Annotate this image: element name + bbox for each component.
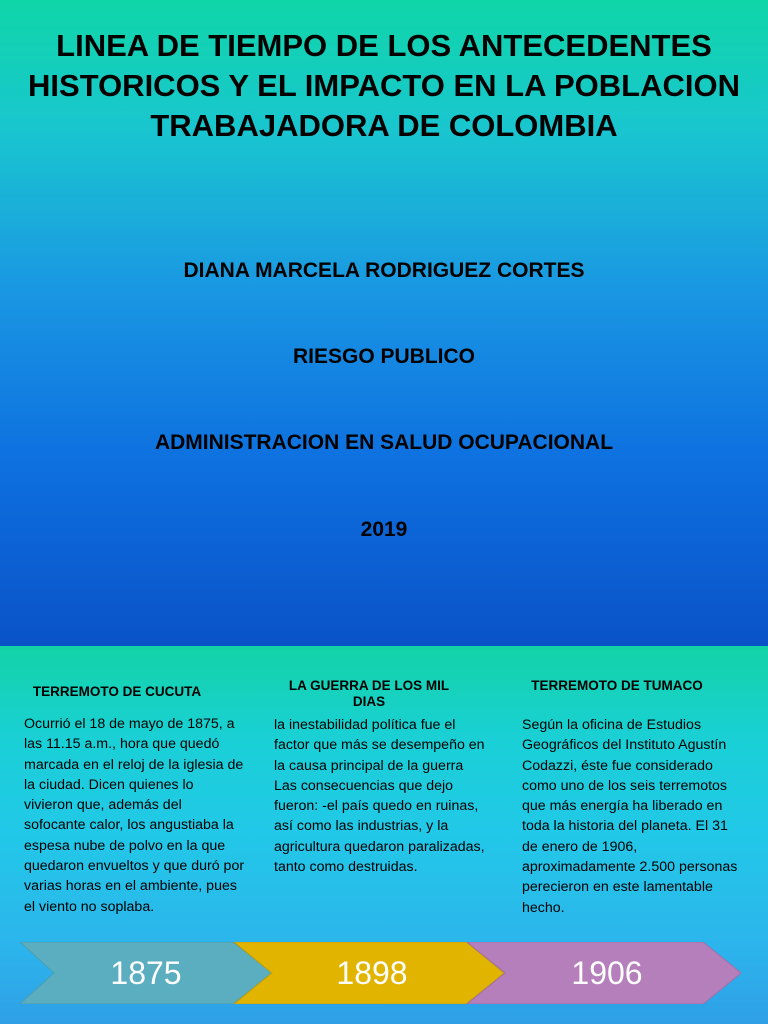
event-text-guerra: la inestabilidad política fue el factor que más se desempeño en la causa principal de la guerra Las consecuencias que dejo fueron: -el país quedo en ruinas, así como las industrias, y la agricultura quedaron paralizadas, tanto como destruidas. [274,717,485,876]
year-1875: 1875 [110,955,182,991]
event-text-tumaco: Según la oficina de Estudios Geográficos del Instituto Agustín Codazzi, éste fue considerado como uno de los seis terremotos que más energía ha liberado en toda la historia del planeta. El 31 de enero de 1906, aproximadamente 2.500 personas perecieron en este lamentable hecho. [522,717,738,916]
page-title: LINEA DE TIEMPO DE LOS ANTECEDENTES HISTORICOS Y EL IMPACTO EN LA POBLACION TRABAJADORA DE COLOMBIA [28,28,740,143]
event-heading-cucuta: TERREMOTO DE CUCUTA [32,684,202,699]
year-label: 2019 [360,518,408,541]
event-heading-guerra: LA GUERRA DE LOS MIL DIAS [288,678,450,709]
event-heading-tumaco: TERREMOTO DE TUMACO [531,678,703,693]
year-1898: 1898 [336,955,408,991]
course-name: RIESGO PUBLICO [292,345,476,368]
year-1906: 1906 [571,955,643,991]
program-name: ADMINISTRACION EN SALUD OCUPACIONAL [154,431,614,454]
author-name: DIANA MARCELA RODRIGUEZ CORTES [183,259,585,282]
event-text-cucuta: Ocurrió el 18 de mayo de 1875, a las 11.15 a.m., hora que quedó marcada en el reloj de la iglesia de la ciudad. Dicen quienes lo vivieron que, además del sofocante calor, los angustiaba la espesa nube de polvo en la que quedaron envueltos y que duró por varias horas en el ambiente, pues el viento no soplaba. [24,716,245,915]
